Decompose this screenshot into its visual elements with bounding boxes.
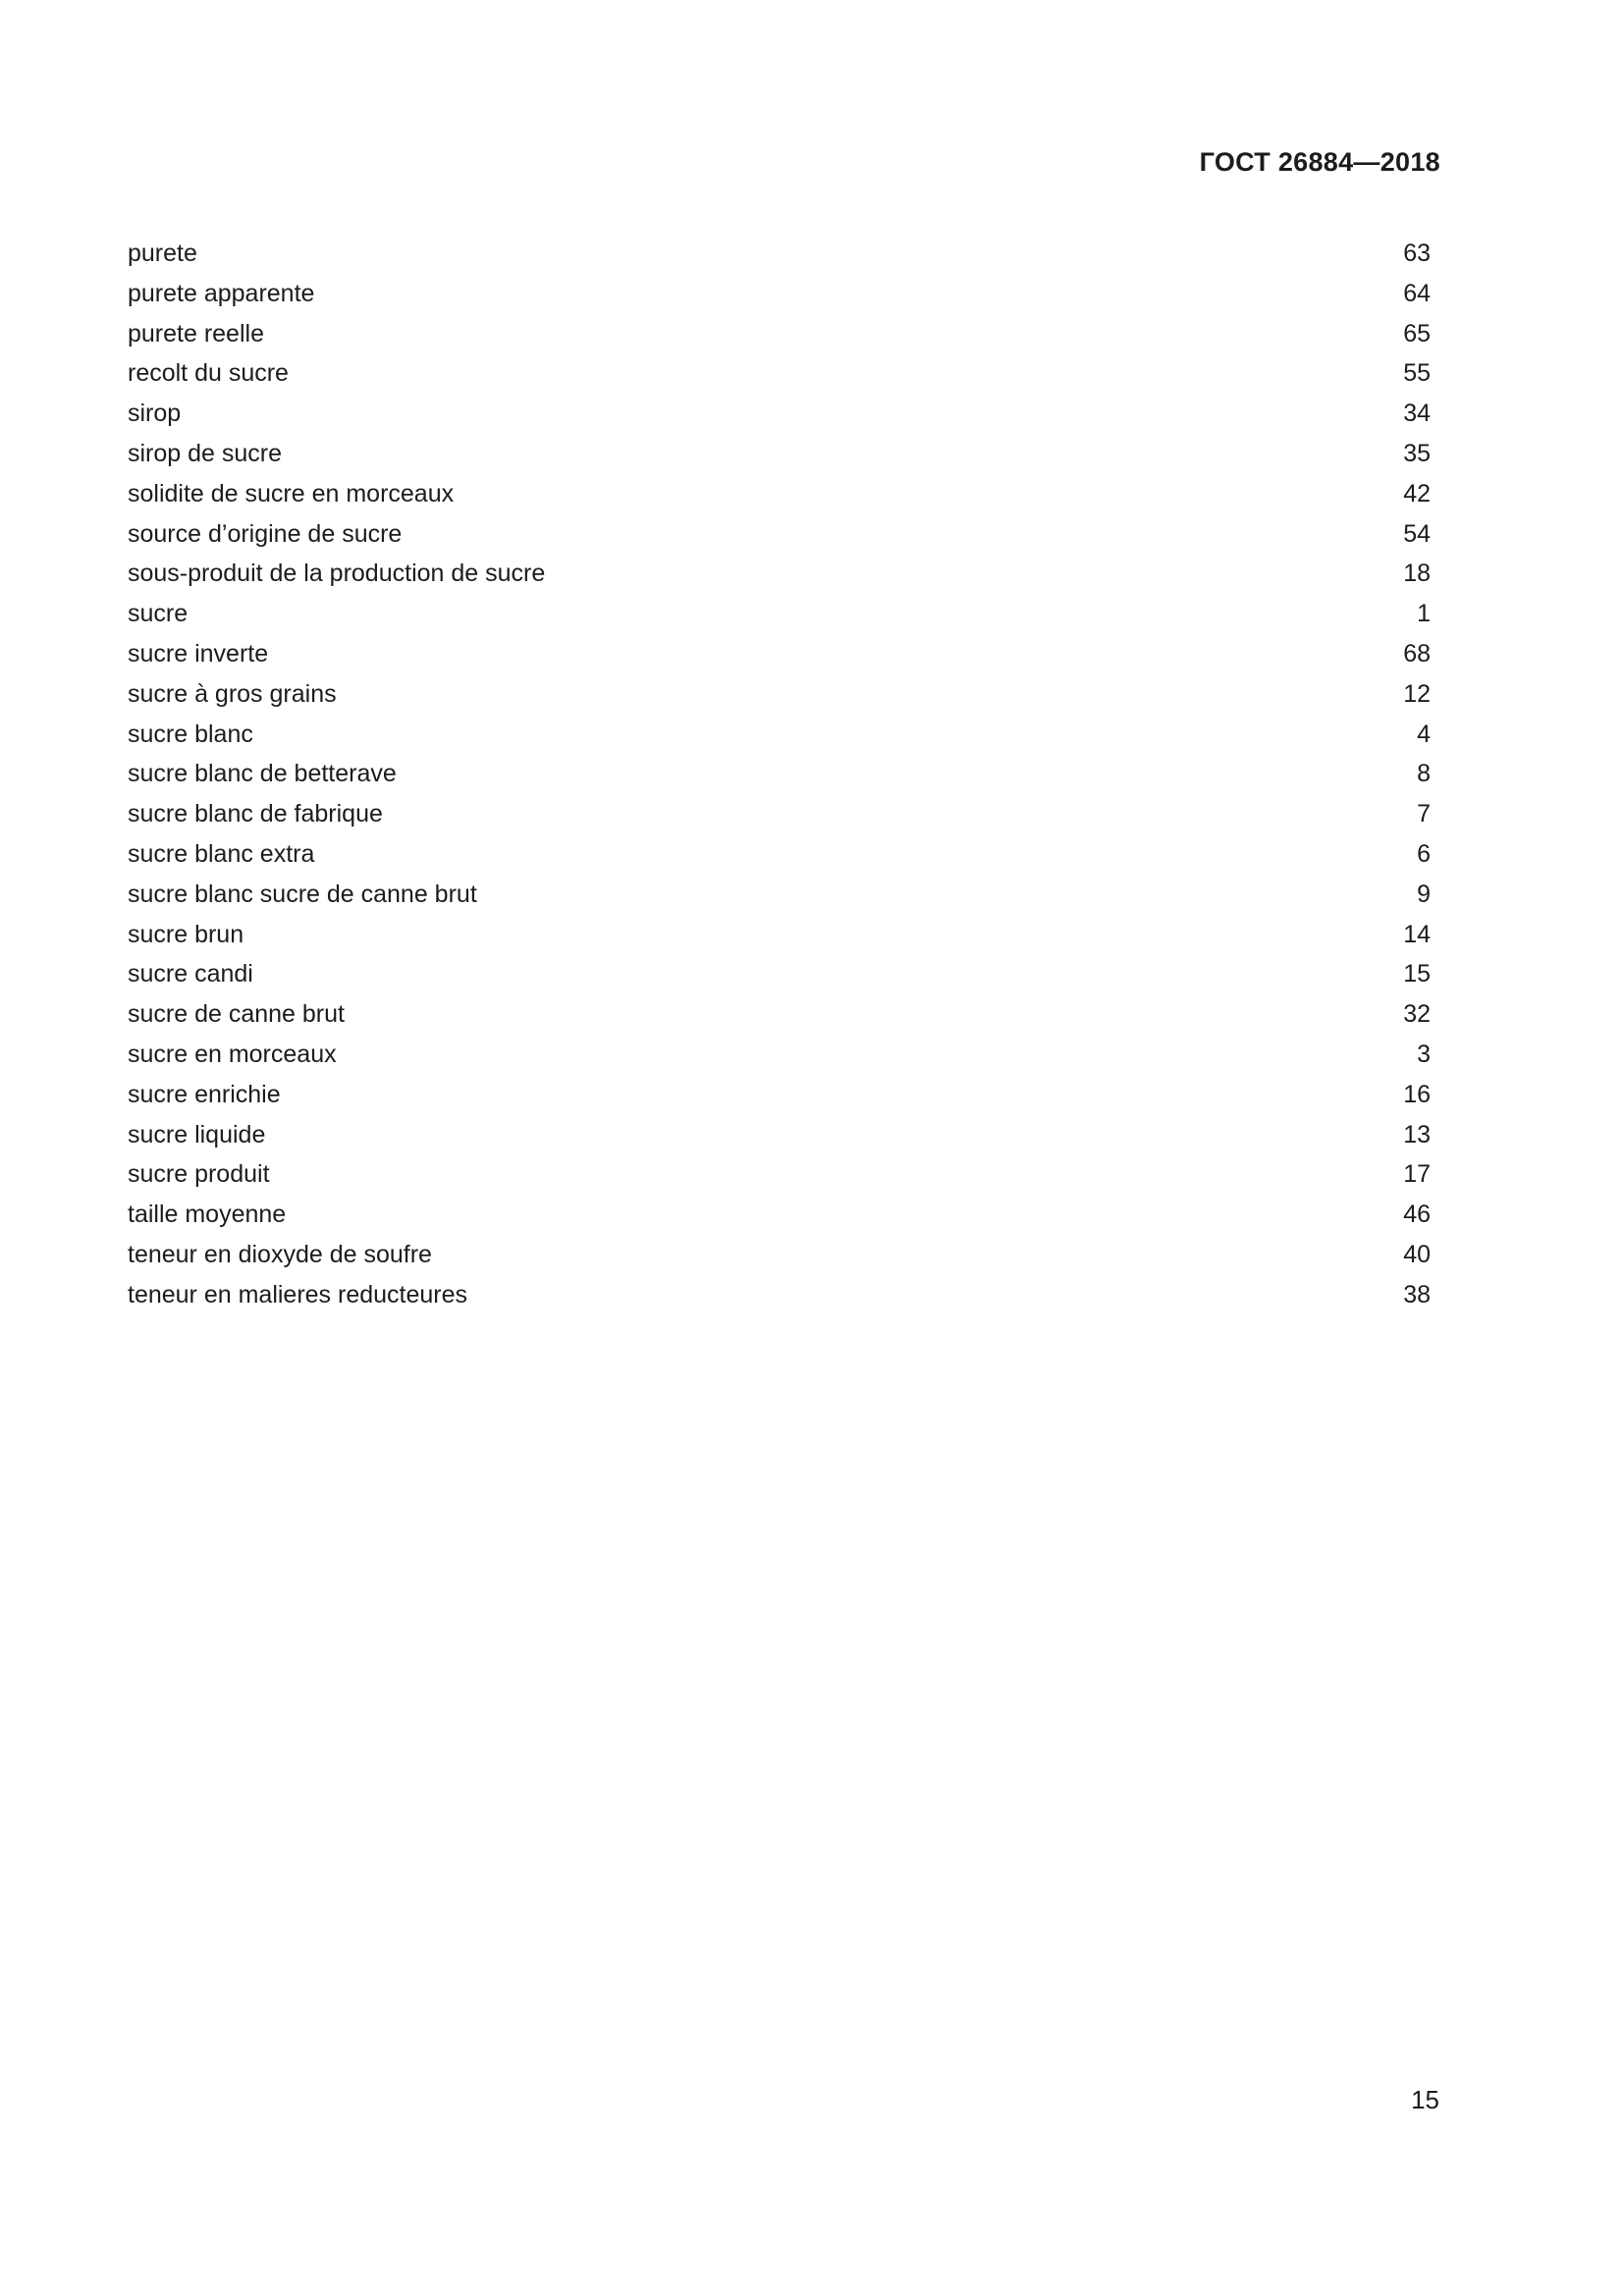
- index-number: 42: [1403, 479, 1431, 507]
- index-number: 68: [1403, 639, 1431, 667]
- index-term: sous-produit de la production de sucre: [128, 560, 546, 588]
- index-number: 14: [1403, 920, 1431, 948]
- index-number: 40: [1403, 1240, 1431, 1268]
- index-entry: [128, 754, 1431, 794]
- index-number: 7: [1417, 800, 1431, 828]
- index-entry: [128, 474, 1431, 514]
- index-entry: [128, 954, 1431, 994]
- index-entry: [128, 594, 1431, 634]
- index-number: 4: [1417, 720, 1431, 748]
- index-number: 13: [1403, 1120, 1431, 1148]
- index-term: sucre blanc de betterave: [128, 760, 397, 788]
- index-entry: [128, 353, 1431, 394]
- index-number: 65: [1403, 319, 1431, 347]
- index-entry: [128, 1075, 1431, 1115]
- index-term: sucre: [128, 600, 189, 628]
- index-number: 34: [1403, 400, 1431, 428]
- index-entry: [128, 1115, 1431, 1155]
- index-term: sirop: [128, 400, 182, 428]
- index-term: sucre en morceaux: [128, 1040, 337, 1068]
- index-entry: [128, 514, 1431, 555]
- index-entry: [128, 554, 1431, 594]
- index-number: 17: [1403, 1160, 1431, 1189]
- index-number: 8: [1417, 760, 1431, 788]
- index-term: sucre blanc: [128, 720, 253, 748]
- index-number: 3: [1417, 1040, 1431, 1068]
- index-number: 55: [1403, 359, 1431, 388]
- index-term: taille moyenne: [128, 1201, 287, 1229]
- index-term: sucre liquide: [128, 1120, 266, 1148]
- index-entry: [128, 314, 1431, 354]
- index-entry: [128, 1195, 1431, 1235]
- index-entry: [128, 915, 1431, 955]
- index-entry: [128, 434, 1431, 474]
- index-entry: [128, 715, 1431, 755]
- index-number: 9: [1417, 880, 1431, 908]
- index-number: 38: [1403, 1280, 1431, 1308]
- index-entry: [128, 634, 1431, 674]
- index-number: 12: [1403, 679, 1431, 708]
- index-number: 64: [1403, 279, 1431, 307]
- index-entry: [128, 834, 1431, 875]
- index-number: 15: [1403, 960, 1431, 988]
- index-number: 54: [1403, 519, 1431, 548]
- index-term: source d’origine de sucre: [128, 519, 403, 548]
- index-term: purete apparente: [128, 279, 315, 307]
- index-term: sucre blanc extra: [128, 839, 315, 868]
- index-term: purete reelle: [128, 319, 264, 347]
- index-entry: [128, 394, 1431, 434]
- index-term: teneur en dioxyde de soufre: [128, 1240, 432, 1268]
- index-term: recolt du sucre: [128, 359, 289, 388]
- index-entry: [128, 1235, 1431, 1275]
- index-term: sucre brun: [128, 920, 244, 948]
- index-term: sucre inverte: [128, 639, 269, 667]
- term-index-list: [128, 234, 1431, 1315]
- index-number: 46: [1403, 1201, 1431, 1229]
- index-entry: [128, 674, 1431, 715]
- index-entry: [128, 875, 1431, 915]
- index-number: 35: [1403, 439, 1431, 467]
- index-term: sucre blanc sucre de canne brut: [128, 880, 477, 908]
- document-standard-code: ГОСТ 26884—2018: [1199, 147, 1440, 177]
- index-number: 18: [1403, 560, 1431, 588]
- index-term: teneur en malieres reducteures: [128, 1280, 468, 1308]
- index-number: 1: [1417, 600, 1431, 628]
- index-entry: [128, 234, 1431, 274]
- index-number: 6: [1417, 839, 1431, 868]
- index-term: solidite de sucre en morceaux: [128, 479, 455, 507]
- index-term: sucre de canne brut: [128, 1000, 345, 1029]
- index-entry: [128, 1035, 1431, 1075]
- index-term: purete: [128, 240, 197, 267]
- index-term: sucre blanc de fabrique: [128, 800, 383, 828]
- index-term: sirop de sucre: [128, 439, 283, 467]
- index-term: sucre candi: [128, 960, 253, 988]
- index-entry: [128, 994, 1431, 1035]
- index-entry: [128, 1275, 1431, 1315]
- index-number: 16: [1403, 1080, 1431, 1108]
- index-term: sucre enrichie: [128, 1080, 281, 1108]
- index-number: 32: [1403, 1000, 1431, 1029]
- index-entry: [128, 274, 1431, 314]
- index-entry: [128, 1154, 1431, 1195]
- index-entry: [128, 794, 1431, 834]
- index-term: sucre produit: [128, 1160, 270, 1189]
- index-term: sucre à gros grains: [128, 679, 337, 708]
- index-number: 63: [1403, 240, 1431, 267]
- page-number: 15: [1411, 2085, 1439, 2114]
